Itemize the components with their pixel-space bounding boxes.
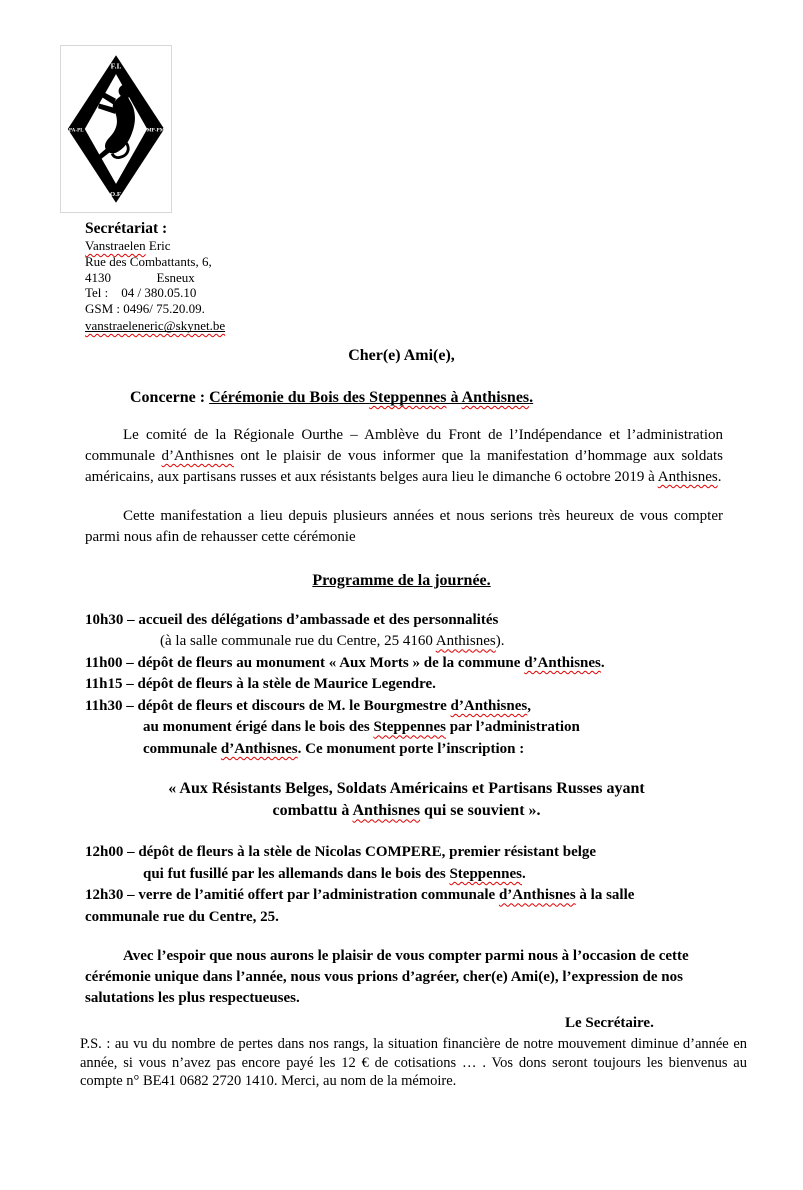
- paragraph-intro: Le comité de la Régionale Ourthe – Amblève du Front de l’Indépendance et l’administration communale d’Anthisnes ont le plaisir de vous informer que la manifestation d’hommage aux soldats américains, aux partisans russes et aux résistants belges aura lieu le dimanche 6 octobre 2019 à Anthisnes.: [85, 426, 723, 485]
- text-line: Rue des Combattants, 6,: [85, 253, 212, 269]
- monument-inscription: [70, 778, 743, 822]
- logo-label-left: PA-PL: [68, 127, 84, 134]
- organization-logo: [60, 45, 172, 213]
- text-line: 12h00 – dépôt de fleurs à la stèle de Nicolas COMPERE, premier résistant belge: [85, 844, 597, 861]
- paragraph-second: Cette manifestation a lieu depuis plusieurs années et nous serions très heureux de vous compter parmi nous afin de rehausser cette cérémonie: [85, 507, 723, 545]
- text-line: communale d’Anthisnes. Ce monument porte l’inscription :: [143, 740, 525, 757]
- text-line: 11h00 – dépôt de fleurs au monument « Aux Morts » de la commune d’Anthisnes.: [85, 654, 605, 671]
- programme-schedule: [85, 610, 748, 761]
- signature: Le Secrétaire.: [565, 1015, 654, 1032]
- text-line: 10h30 – accueil des délégations d’ambassade et des personnalités: [85, 611, 499, 628]
- subject-line: [130, 389, 803, 407]
- subject-text: Cérémonie du Bois des Steppennes à Anthisnes.: [209, 388, 534, 406]
- text-line: (à la salle communale rue du Centre, 25 4160 Anthisnes).: [160, 633, 505, 650]
- email-text: vanstraeleneric@skynet.be: [85, 317, 226, 333]
- fi-diamond-lion-icon: [64, 50, 168, 208]
- text-line: 11h15 – dépôt de fleurs à la stèle de Maurice Legendre.: [85, 676, 436, 693]
- salutation: Cher(e) Ami(e),: [348, 346, 455, 364]
- post-scriptum: P.S. : au vu du nombre de pertes dans nos rangs, la situation financière de notre mouvement diminue d’année en année, si vous n’avez pas encore payé les 12 € de cotisations … . Vos dons seront toujours les bienvenus au compte n° BE41 0682 2720 1410. Merci, au nom de la mémoire.: [80, 1036, 747, 1090]
- secretariat-heading: Secrétariat :: [85, 220, 168, 237]
- text-line: combattu à Anthisnes qui se souvient ».: [272, 802, 541, 820]
- text-line: « Aux Résistants Belges, Soldats Américains et Partisans Russes ayant: [168, 780, 645, 798]
- text-line: communale rue du Centre, 25.: [85, 908, 279, 925]
- secretariat-block: [85, 219, 803, 335]
- text-line: GSM : 0496/ 75.20.09.: [85, 301, 205, 317]
- logo-label-top: F.I.: [110, 61, 122, 71]
- text-line: Tel : 04 / 380.05.10: [85, 285, 197, 301]
- logo-label-right: MP-PM: [146, 127, 165, 134]
- text-line: 11h30 – dépôt de fleurs et discours de M. le Bourgmestre d’Anthisnes,: [85, 697, 531, 714]
- secretariat-contact-lines: [85, 238, 803, 317]
- programme-heading-text: Programme de la journée.: [312, 571, 491, 589]
- letter-page: [0, 45, 803, 1190]
- closing-paragraph: Avec l’espoir que nous aurons le plaisir de vous compter parmi nous à l’occasion de cette cérémonie unique dans l’année, nous vous prions d’agréer, cher(e) Ami(e), l’expression de nos salutations les plus respectueuses.: [85, 948, 689, 1007]
- programme-heading: [0, 572, 803, 590]
- subject-label: Concerne :: [130, 388, 210, 406]
- text-line: 12h30 – verre de l’amitié offert par l’administration communale d’Anthisnes à la salle: [85, 887, 635, 904]
- text-line: 4130 Esneux: [85, 269, 195, 285]
- text-line: qui fut fusillé par les allemands dans le bois des Steppennes.: [143, 865, 526, 882]
- programme-schedule-afternoon: [85, 842, 748, 928]
- email-link[interactable]: [85, 318, 225, 334]
- text-line: Vanstraelen Eric: [85, 238, 171, 253]
- text-line: au monument érigé dans le bois des Steppennes par l’administration: [143, 719, 580, 736]
- logo-label-bottom: O.F.: [110, 191, 122, 199]
